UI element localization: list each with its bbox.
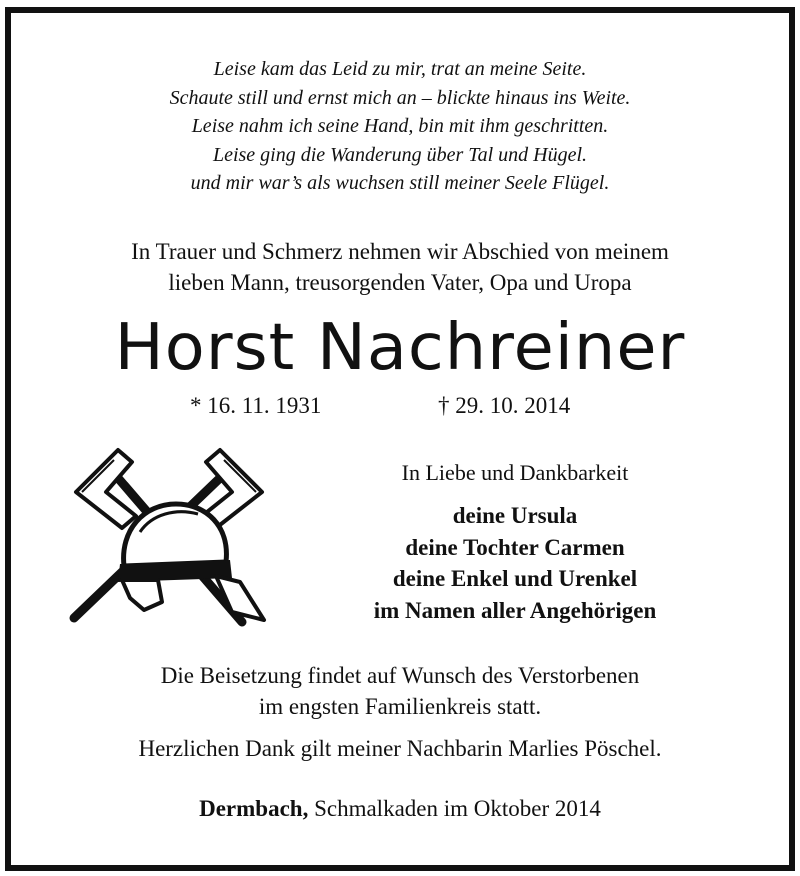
intro-text <box>0 236 800 298</box>
burial-line: im engsten Familienkreis statt. <box>258 694 542 719</box>
place-rest: Schmalkaden im Oktober 2014 <box>308 796 601 821</box>
poem-line: Leise ging die Wanderung über Tal und Hügel. <box>212 143 588 166</box>
poem-line: Leise kam das Leid zu mir, trat an meine Seite. <box>213 58 587 80</box>
poem <box>0 55 800 198</box>
family-signatures <box>290 500 740 626</box>
burial-notice <box>0 660 800 722</box>
family-line: deine Enkel und Urenkel <box>392 566 638 591</box>
poem-line: Leise nahm ich seine Hand, bin mit ihm geschritten. <box>191 115 609 137</box>
death-date: † 29. 10. 2014 <box>438 393 571 418</box>
place-bold: Dermbach, <box>199 796 309 821</box>
family-line: deine Ursula <box>452 503 578 528</box>
intro-line: In Trauer und Schmerz nehmen wir Abschied von meinem <box>131 239 669 264</box>
birth-date: * 16. 11. 1931 <box>190 393 322 418</box>
thanks-neighbor: Herzlichen Dank gilt meiner Nachbarin Marlies Pöschel. <box>138 736 662 761</box>
fire-brigade-helmet-axes-icon <box>66 442 272 628</box>
poem-line: Schaute still und ernst mich an – blickte hinaus ins Weite. <box>169 86 631 109</box>
family-line: im Namen aller Angehörigen <box>373 597 657 623</box>
burial-line: Die Beisetzung findet auf Wunsch des Verstorbenen <box>160 663 640 688</box>
poem-line: und mir war’s als wuchsen still meiner Seele Flügel. <box>190 172 610 194</box>
thanks-line: In Liebe und Dankbarkeit <box>401 460 629 485</box>
place-date <box>0 793 800 824</box>
family-line: deine Tochter Carmen <box>405 534 625 560</box>
deceased-name: Horst Nachreiner <box>114 311 686 385</box>
intro-line: lieben Mann, treusorgenden Vater, Opa und Uropa <box>168 270 632 295</box>
